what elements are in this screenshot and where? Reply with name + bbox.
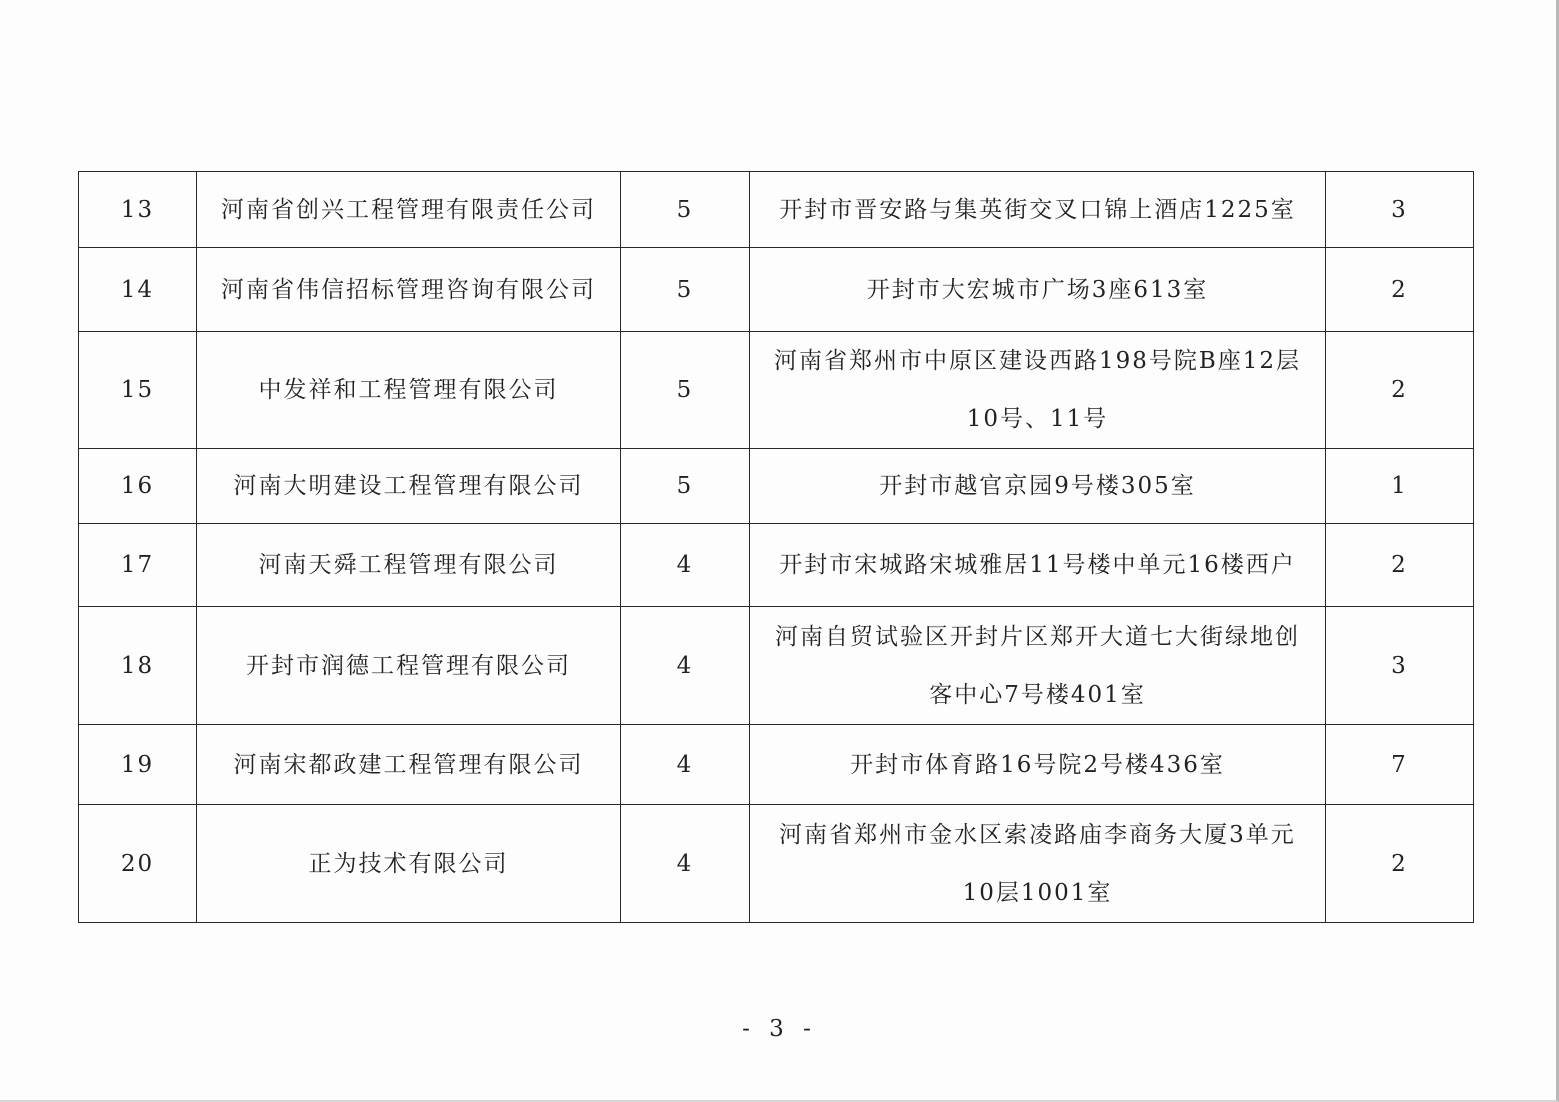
address-line: 河南省郑州市中原区建设西路198号院B座12层 [773,348,1302,374]
address-line: 开封市晋安路与集英街交叉口锦上酒店1225室 [779,196,1296,223]
score-value: 4 [621,725,750,805]
address-line: 河南省郑州市金水区索凌路庙李商务大厦3单元 [779,821,1296,848]
count-value: 3 [1326,172,1474,248]
address-line: 开封市体育路16号院2号楼436室 [850,751,1225,778]
address-line: 开封市大宏城市广场3座613室 [866,276,1209,303]
company-address [750,449,1326,524]
score-value: 4 [621,805,750,923]
company-table [78,171,1474,923]
address-line: 开封市宋城路宋城雅居11号楼中单元16楼西户 [779,552,1296,578]
address-line: 河南自贸试验区开封片区郑开大道七大街绿地创 [775,623,1300,650]
company-address [750,607,1326,725]
count-value: 1 [1326,449,1474,524]
company-name: 河南天舜工程管理有限公司 [197,524,621,607]
row-number: 19 [79,725,197,805]
score-value: 4 [621,524,750,607]
row-number: 14 [79,248,197,332]
score-value: 5 [621,248,750,332]
company-name: 开封市润德工程管理有限公司 [197,607,621,725]
address-line: 客中心7号楼401室 [929,681,1146,708]
company-name: 河南宋都政建工程管理有限公司 [197,725,621,805]
company-name: 正为技术有限公司 [197,805,621,923]
row-number: 20 [79,805,197,923]
row-number: 17 [79,524,197,607]
score-value: 4 [621,607,750,725]
row-number: 16 [79,449,197,524]
count-value: 3 [1326,607,1474,725]
company-address [750,524,1326,607]
table-row [79,524,1474,607]
company-address [750,332,1326,449]
count-value: 2 [1326,524,1474,607]
count-value: 2 [1326,248,1474,332]
company-name: 河南大明建设工程管理有限公司 [197,449,621,524]
company-address [750,805,1326,923]
row-number: 13 [79,172,197,248]
table-row [79,248,1474,332]
company-address [750,172,1326,248]
company-name: 河南省创兴工程管理有限责任公司 [197,172,621,248]
company-address [750,725,1326,805]
score-value: 5 [621,449,750,524]
address-line: 10层1001室 [962,879,1113,906]
address-line: 10号、11号 [966,406,1109,432]
table-row [79,725,1474,805]
table-row [79,172,1474,248]
table-row [79,805,1474,923]
table-row [79,607,1474,725]
table-row [79,332,1474,449]
company-name: 河南省伟信招标管理咨询有限公司 [197,248,621,332]
row-number: 15 [79,332,197,449]
table-row [79,449,1474,524]
score-value: 5 [621,172,750,248]
page-number: - 3 - [742,1016,817,1042]
count-value: 2 [1326,332,1474,449]
table-body [79,172,1474,923]
count-value: 2 [1326,805,1474,923]
count-value: 7 [1326,725,1474,805]
company-address [750,248,1326,332]
row-number: 18 [79,607,197,725]
address-line: 开封市越官京园9号楼305室 [879,473,1196,499]
score-value: 5 [621,332,750,449]
company-name: 中发祥和工程管理有限公司 [197,332,621,449]
